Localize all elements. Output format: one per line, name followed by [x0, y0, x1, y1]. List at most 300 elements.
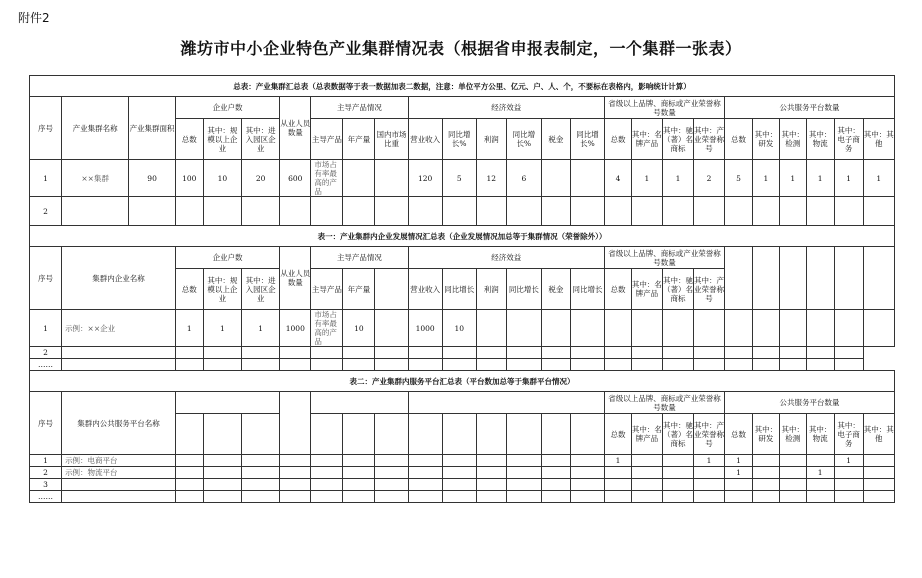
cell-empty[interactable]	[375, 359, 408, 371]
t2-cell-name[interactable]: 示例：电商平台	[62, 455, 176, 467]
cell-empty[interactable]	[631, 197, 662, 226]
t1-header-brands: 省级以上品牌、商标或产业荣誉称号数量	[605, 247, 725, 269]
cell-empty[interactable]	[752, 491, 779, 503]
cell-empty[interactable]	[725, 479, 753, 491]
t2-cell-plat-rd[interactable]	[752, 467, 779, 479]
summary-section-title-row	[30, 76, 895, 97]
t2-header-plat-other: 其中：其他	[863, 414, 894, 455]
cell-empty[interactable]	[280, 197, 311, 226]
cell-empty[interactable]	[375, 491, 408, 503]
cell-empty[interactable]	[779, 197, 806, 226]
cell-empty[interactable]	[662, 479, 693, 491]
cell-empty[interactable]	[834, 491, 863, 503]
t2-header-brands: 省级以上品牌、商标或产业荣誉称号数量	[605, 392, 725, 414]
summary-section-title: 总表：产业集群汇总表（总表数据等于表一数据加表二数据，注意：单位平方公里、亿元、户、人、个，不要标在表格内，影响统计计算）	[30, 76, 895, 97]
header-ent-total: 总数	[175, 119, 203, 160]
cell-empty[interactable]	[203, 455, 241, 467]
cell-plat-total[interactable]: 5	[725, 160, 753, 197]
t2-cell-name[interactable]: 示例：物流平台	[62, 467, 176, 479]
cell-empty[interactable]	[779, 359, 806, 371]
t1-cell-ent-park[interactable]: 1	[242, 310, 280, 347]
t1-header-product: 主导产品	[311, 269, 343, 310]
cell-empty[interactable]	[408, 197, 442, 226]
cell-empty[interactable]	[203, 479, 241, 491]
t1-header-annual-output: 年产量	[343, 269, 375, 310]
cell-empty[interactable]	[806, 310, 834, 347]
cell-empty[interactable]	[62, 197, 129, 226]
cell-empty[interactable]	[605, 310, 632, 347]
t1-blank	[375, 269, 408, 310]
cell-empty[interactable]	[605, 491, 632, 503]
cell-empty[interactable]	[506, 197, 541, 226]
t2-cell-seq[interactable]: 2	[30, 467, 62, 479]
t2-cell-plat-total[interactable]: 1	[725, 467, 753, 479]
t1-header-tax-growth: 同比增长	[570, 269, 604, 310]
t2-header-plat-rd: 其中：研发	[752, 414, 779, 455]
cell-empty[interactable]	[605, 479, 632, 491]
header-platforms: 公共服务平台数量	[725, 97, 895, 119]
cell-empty[interactable]	[62, 479, 176, 491]
t2-header-brand-honor: 其中：产业荣誉称号	[693, 414, 724, 455]
cell-empty[interactable]	[175, 491, 203, 503]
t2-cell-brand-total[interactable]: 1	[605, 455, 632, 467]
table1-header-row-1	[30, 247, 895, 269]
cell-empty[interactable]	[725, 491, 753, 503]
cell-empty[interactable]	[779, 310, 806, 347]
t2-blank	[476, 414, 506, 455]
cell-empty[interactable]	[662, 347, 693, 359]
table2-title-row	[30, 371, 895, 392]
t1-cell-seq[interactable]: ……	[30, 359, 62, 371]
cell-empty[interactable]	[779, 479, 806, 491]
cell-empty[interactable]	[863, 479, 894, 491]
t2-blank	[375, 414, 408, 455]
cell-empty[interactable]	[779, 347, 806, 359]
cell-empty[interactable]	[280, 359, 311, 371]
cell-empty[interactable]	[476, 467, 506, 479]
cell-empty[interactable]	[752, 479, 779, 491]
cell-seq[interactable]: 2	[30, 197, 62, 226]
cell-empty[interactable]	[631, 491, 662, 503]
cell-empty[interactable]	[506, 455, 541, 467]
cell-empty[interactable]	[570, 359, 604, 371]
t1-cell-annual-output[interactable]: 10	[343, 310, 375, 347]
cell-empty[interactable]	[725, 197, 753, 226]
t1-header-ent-total: 总数	[175, 269, 203, 310]
cell-empty[interactable]	[506, 347, 541, 359]
cell-empty[interactable]	[62, 359, 176, 371]
cell-empty[interactable]	[570, 347, 604, 359]
header-tax: 税金	[541, 119, 570, 160]
t2-blank	[280, 392, 311, 455]
cell-empty[interactable]	[631, 310, 662, 347]
t1-header-ent-above: 其中：规模以上企业	[203, 269, 241, 310]
cell-empty[interactable]	[203, 359, 241, 371]
cell-empty[interactable]	[834, 310, 863, 347]
cell-empty[interactable]	[175, 455, 203, 467]
t2-cell-plat-ecommerce[interactable]	[834, 467, 863, 479]
cell-empty[interactable]	[311, 359, 343, 371]
cell-empty[interactable]	[442, 455, 476, 467]
t2-cell-plat-other[interactable]	[863, 455, 894, 467]
t2-header-seq: 序号	[30, 392, 62, 455]
t2-cell-plat-other[interactable]	[863, 467, 894, 479]
cell-empty[interactable]	[693, 197, 724, 226]
t2-cell-brand-trademark[interactable]	[662, 455, 693, 467]
cell-empty[interactable]	[476, 479, 506, 491]
t1-cell-product[interactable]: 市场占有率最高的产品	[311, 310, 343, 347]
table1-row-2	[30, 347, 895, 359]
cell-empty[interactable]	[175, 479, 203, 491]
t2-cell-plat-test[interactable]	[779, 455, 806, 467]
cell-empty[interactable]	[442, 197, 476, 226]
cell-brand-trademark[interactable]: 1	[662, 160, 693, 197]
cell-plat-test[interactable]: 1	[779, 160, 806, 197]
header-annual-output: 年产量	[343, 119, 375, 160]
cell-empty[interactable]	[476, 310, 506, 347]
cell-empty[interactable]	[343, 197, 375, 226]
t1-cell-revenue[interactable]: 1000	[408, 310, 442, 347]
t2-cell-plat-total[interactable]: 1	[725, 455, 753, 467]
cell-empty[interactable]	[375, 467, 408, 479]
cell-empty[interactable]	[203, 491, 241, 503]
attachment-label: 附件2	[18, 11, 50, 25]
cell-empty[interactable]	[834, 347, 863, 359]
t1-blank	[779, 247, 806, 310]
t2-cell-brand-total[interactable]	[605, 467, 632, 479]
cell-empty[interactable]	[863, 491, 894, 503]
cell-empty[interactable]	[375, 455, 408, 467]
cell-empty[interactable]	[242, 347, 280, 359]
cell-empty[interactable]	[242, 197, 280, 226]
cell-empty[interactable]	[631, 347, 662, 359]
cell-empty[interactable]	[693, 491, 724, 503]
header-plat-rd: 其中：研发	[752, 119, 779, 160]
cell-empty[interactable]	[570, 455, 604, 467]
cell-empty[interactable]	[311, 197, 343, 226]
cell-empty[interactable]	[476, 347, 506, 359]
t2-cell-brand-famous[interactable]	[631, 467, 662, 479]
t1-blank	[863, 247, 894, 310]
cell-plat-logistics[interactable]: 1	[806, 160, 834, 197]
cell-empty[interactable]	[408, 491, 442, 503]
t2-header-plat-total: 总数	[725, 414, 753, 455]
cell-brand-famous[interactable]: 1	[631, 160, 662, 197]
cell-empty[interactable]	[442, 491, 476, 503]
cell-empty[interactable]	[693, 479, 724, 491]
table2-title: 表二：产业集群内服务平台汇总表（平台数加总等于集群平台情况）	[30, 371, 895, 392]
cell-empty[interactable]	[311, 455, 343, 467]
header-plat-test: 其中：检测	[779, 119, 806, 160]
cell-empty[interactable]	[662, 310, 693, 347]
cell-empty[interactable]	[631, 479, 662, 491]
cell-empty[interactable]	[806, 347, 834, 359]
cell-empty[interactable]	[570, 467, 604, 479]
cell-empty[interactable]	[631, 359, 662, 371]
t2-cell-plat-logistics[interactable]: 1	[806, 467, 834, 479]
cell-empty[interactable]	[129, 197, 176, 226]
cell-empty[interactable]	[506, 467, 541, 479]
cell-empty[interactable]	[311, 479, 343, 491]
header-seq: 序号	[30, 97, 62, 160]
cell-empty[interactable]	[343, 347, 375, 359]
header-brand-trademark: 其中：驰（著）名商标	[662, 119, 693, 160]
cell-empty[interactable]	[693, 359, 724, 371]
cell-empty[interactable]	[541, 455, 570, 467]
cell-empty[interactable]	[343, 455, 375, 467]
header-profit-growth: 同比增长%	[506, 119, 541, 160]
cell-empty[interactable]	[506, 491, 541, 503]
cell-empty[interactable]	[570, 479, 604, 491]
cell-empty[interactable]	[408, 455, 442, 467]
header-brands: 省级以上品牌、商标或产业荣誉称号数量	[605, 97, 725, 119]
t1-header-revenue: 营业收入	[408, 269, 442, 310]
summary-row-1	[30, 160, 895, 197]
cell-annual-output[interactable]	[343, 160, 375, 197]
header-tax-growth: 同比增长%	[570, 119, 604, 160]
cell-revenue-growth[interactable]: 5	[442, 160, 476, 197]
cell-empty[interactable]	[280, 491, 311, 503]
cell-empty[interactable]	[541, 197, 570, 226]
t2-cell-seq[interactable]: 3	[30, 479, 62, 491]
cell-empty[interactable]	[375, 479, 408, 491]
cell-empty[interactable]	[375, 310, 408, 347]
cell-empty[interactable]	[280, 479, 311, 491]
table2-header-row-1	[30, 392, 895, 414]
t1-cell-employees[interactable]: 1000	[280, 310, 311, 347]
table2-row-3	[30, 479, 895, 491]
cell-empty[interactable]	[806, 479, 834, 491]
table1-title-row	[30, 226, 895, 247]
cell-empty[interactable]	[476, 455, 506, 467]
cell-ent-above[interactable]: 10	[203, 160, 241, 197]
header-ent-above: 其中：规模以上企业	[203, 119, 241, 160]
header-plat-other: 其中：其他	[863, 119, 894, 160]
cell-empty[interactable]	[242, 467, 280, 479]
cell-empty[interactable]	[834, 197, 863, 226]
cell-empty[interactable]	[408, 467, 442, 479]
cell-empty[interactable]	[541, 359, 570, 371]
t1-blank	[834, 247, 863, 310]
cell-profit[interactable]: 12	[476, 160, 506, 197]
cell-empty[interactable]	[442, 347, 476, 359]
t2-header-brand-total: 总数	[605, 414, 632, 455]
cell-ent-total[interactable]: 100	[175, 160, 203, 197]
t1-header-ent-park: 其中：进入园区企业	[242, 269, 280, 310]
cell-empty[interactable]	[541, 467, 570, 479]
cell-empty[interactable]	[662, 197, 693, 226]
cell-empty[interactable]	[725, 347, 753, 359]
cell-empty[interactable]	[506, 359, 541, 371]
t1-cell-seq[interactable]: 2	[30, 347, 62, 359]
cell-empty[interactable]	[242, 359, 280, 371]
t2-cell-brand-famous[interactable]	[631, 455, 662, 467]
cell-domestic-share[interactable]	[375, 160, 408, 197]
cell-empty[interactable]	[203, 347, 241, 359]
cell-product[interactable]: 市场占有率最高的产品	[311, 160, 343, 197]
cell-empty[interactable]	[806, 197, 834, 226]
cell-empty[interactable]	[343, 467, 375, 479]
cell-empty[interactable]	[506, 310, 541, 347]
header-revenue: 营业收入	[408, 119, 442, 160]
cell-empty[interactable]	[311, 347, 343, 359]
header-employees: 从业人员数量	[280, 97, 311, 160]
header-cluster-area: 产业集群面积	[129, 97, 176, 160]
t2-cell-plat-rd[interactable]	[752, 455, 779, 467]
t1-cell-ent-total[interactable]: 1	[175, 310, 203, 347]
cell-empty[interactable]	[375, 197, 408, 226]
cell-revenue[interactable]: 120	[408, 160, 442, 197]
t2-cell-plat-logistics[interactable]	[806, 455, 834, 467]
t1-header-brand-total: 总数	[605, 269, 632, 310]
table2-row-2	[30, 467, 895, 479]
t2-header-plat-logistics: 其中：物流	[806, 414, 834, 455]
cell-empty[interactable]	[280, 455, 311, 467]
header-profit: 利润	[476, 119, 506, 160]
cell-empty[interactable]	[725, 359, 753, 371]
cell-tax-growth[interactable]	[570, 160, 604, 197]
cell-empty[interactable]	[752, 197, 779, 226]
cell-empty[interactable]	[605, 197, 632, 226]
cell-area[interactable]: 90	[129, 160, 176, 197]
cell-empty[interactable]	[442, 467, 476, 479]
cell-empty[interactable]	[242, 479, 280, 491]
cell-empty[interactable]	[175, 467, 203, 479]
cell-empty[interactable]	[506, 479, 541, 491]
t1-cell-ent-above[interactable]: 1	[203, 310, 241, 347]
cell-empty[interactable]	[806, 359, 834, 371]
cell-empty[interactable]	[570, 491, 604, 503]
t2-header-name: 集群内公共服务平台名称	[62, 392, 176, 455]
cell-empty[interactable]	[62, 347, 176, 359]
cell-seq[interactable]: 1	[30, 160, 62, 197]
cell-empty[interactable]	[863, 197, 894, 226]
cell-empty[interactable]	[476, 359, 506, 371]
t1-header-tax: 税金	[541, 269, 570, 310]
cell-empty[interactable]	[375, 347, 408, 359]
t1-blank	[725, 247, 753, 310]
page-title: 潍坊市中小企业特色产业集群情况表（根据省申报表制定，一个集群一张表）	[180, 39, 742, 58]
cell-empty[interactable]	[203, 467, 241, 479]
cell-empty[interactable]	[806, 491, 834, 503]
t2-blank	[242, 414, 280, 455]
cell-empty[interactable]	[311, 467, 343, 479]
cell-empty[interactable]	[343, 359, 375, 371]
cell-plat-rd[interactable]: 1	[752, 160, 779, 197]
t2-header-brand-trademark: 其中：驰（著）名商标	[662, 414, 693, 455]
cell-empty[interactable]	[280, 347, 311, 359]
cell-empty[interactable]	[541, 479, 570, 491]
cell-empty[interactable]	[408, 347, 442, 359]
cell-empty[interactable]	[693, 310, 724, 347]
cell-empty[interactable]	[834, 359, 863, 371]
cell-empty[interactable]	[662, 359, 693, 371]
cell-empty[interactable]	[203, 197, 241, 226]
cell-brand-honor[interactable]: 2	[693, 160, 724, 197]
cell-empty[interactable]	[541, 491, 570, 503]
cell-empty[interactable]	[408, 359, 442, 371]
header-main-product: 主导产品情况	[311, 97, 408, 119]
cell-empty[interactable]	[62, 491, 176, 503]
t2-cell-brand-honor[interactable]: 1	[693, 455, 724, 467]
table2-row-4	[30, 491, 895, 503]
cell-empty[interactable]	[408, 479, 442, 491]
cell-brand-total[interactable]: 4	[605, 160, 632, 197]
cell-empty[interactable]	[242, 455, 280, 467]
cell-empty[interactable]	[442, 479, 476, 491]
t2-cell-brand-honor[interactable]	[693, 467, 724, 479]
cell-plat-other[interactable]: 1	[863, 160, 894, 197]
cell-cluster-name[interactable]: ××集群	[62, 160, 129, 197]
cell-empty[interactable]	[343, 491, 375, 503]
cell-empty[interactable]	[541, 310, 570, 347]
cell-empty[interactable]	[442, 359, 476, 371]
cell-empty[interactable]	[863, 310, 894, 347]
cell-ent-park[interactable]: 20	[242, 160, 280, 197]
header-product: 主导产品	[311, 119, 343, 160]
t1-blank	[752, 247, 779, 310]
cell-empty[interactable]	[752, 359, 779, 371]
t2-cell-plat-ecommerce[interactable]: 1	[834, 455, 863, 467]
table1-row-1	[30, 310, 895, 347]
cell-empty[interactable]	[175, 197, 203, 226]
cell-employees[interactable]: 600	[280, 160, 311, 197]
t2-cell-seq[interactable]: ……	[30, 491, 62, 503]
cell-empty[interactable]	[476, 491, 506, 503]
cell-plat-ecommerce[interactable]: 1	[834, 160, 863, 197]
cell-empty[interactable]	[280, 467, 311, 479]
t1-cell-revenue-growth[interactable]: 10	[442, 310, 476, 347]
cell-empty[interactable]	[834, 479, 863, 491]
cell-empty[interactable]	[570, 197, 604, 226]
cell-empty[interactable]	[725, 310, 753, 347]
cell-empty[interactable]	[693, 347, 724, 359]
t2-cell-plat-test[interactable]	[779, 467, 806, 479]
cell-empty[interactable]	[476, 197, 506, 226]
cell-tax[interactable]	[541, 160, 570, 197]
header-domestic-share: 国内市场比重	[375, 119, 408, 160]
cell-empty[interactable]	[752, 310, 779, 347]
header-plat-logistics: 其中：物流	[806, 119, 834, 160]
cell-empty[interactable]	[175, 359, 203, 371]
t1-header-brand-honor: 其中：产业荣誉称号	[693, 269, 724, 310]
cell-empty[interactable]	[779, 491, 806, 503]
cell-empty[interactable]	[605, 359, 632, 371]
cell-empty[interactable]	[752, 347, 779, 359]
t1-cell-name[interactable]: 示例：××企业	[62, 310, 176, 347]
cell-profit-growth[interactable]: 6	[506, 160, 541, 197]
cell-empty[interactable]	[605, 347, 632, 359]
cell-empty[interactable]	[175, 347, 203, 359]
t1-header-enterprise-count: 企业户数	[175, 247, 279, 269]
cell-empty[interactable]	[311, 491, 343, 503]
cell-empty[interactable]	[343, 479, 375, 491]
t2-cell-brand-trademark[interactable]	[662, 467, 693, 479]
t2-cell-seq[interactable]: 1	[30, 455, 62, 467]
cell-empty[interactable]	[662, 491, 693, 503]
t1-header-name: 集群内企业名称	[62, 247, 176, 310]
t2-blank	[442, 414, 476, 455]
t1-cell-seq[interactable]: 1	[30, 310, 62, 347]
cell-empty[interactable]	[570, 310, 604, 347]
cell-empty[interactable]	[541, 347, 570, 359]
header-brand-famous: 其中：名牌产品	[631, 119, 662, 160]
t1-header-seq: 序号	[30, 247, 62, 310]
cell-empty[interactable]	[242, 491, 280, 503]
t2-blank	[311, 392, 408, 414]
t2-header-plat-test: 其中：检测	[779, 414, 806, 455]
t2-header-plat-ecommerce: 其中：电子商务	[834, 414, 863, 455]
